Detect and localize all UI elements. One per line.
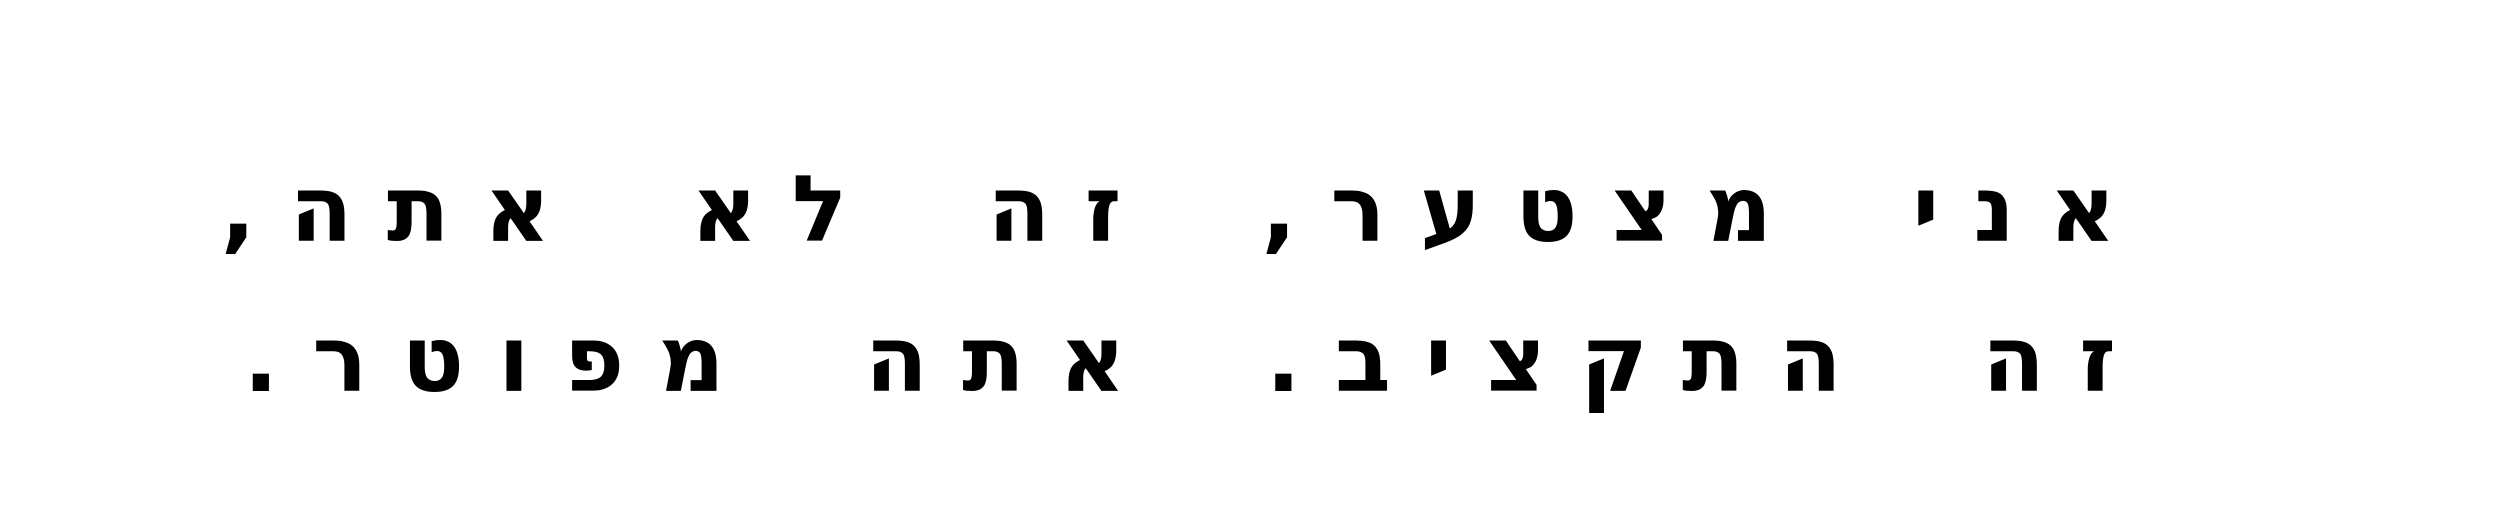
hebrew-text-block <box>220 135 2150 435</box>
text-line-1: אני מצטער, זה לא אתה, <box>220 156 2150 263</box>
text-line-2: זה התקציב. אתה מפוטר. <box>243 306 2150 413</box>
